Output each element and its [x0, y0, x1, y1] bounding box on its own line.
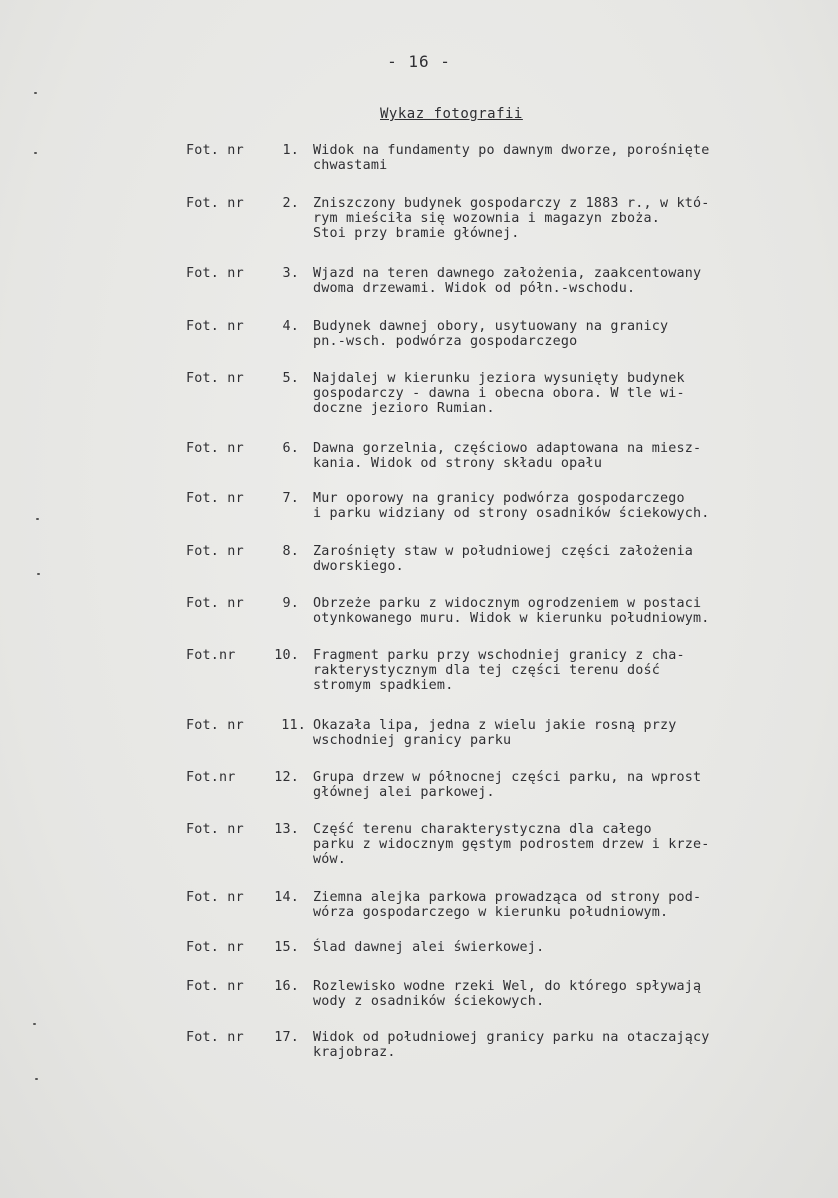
paper-speck	[37, 573, 40, 575]
entry-prefix: Fot. nr	[186, 143, 244, 158]
paper-speck	[34, 152, 37, 154]
entry-prefix: Fot. nr	[186, 544, 244, 559]
entry-description: Rozlewisko wodne rzeki Wel, do którego spływają wody z osadników ściekowych.	[313, 979, 702, 1009]
entry-description: Ślad dawnej alei świerkowej.	[313, 940, 545, 955]
entry-prefix: Fot. nr	[186, 491, 244, 506]
entry-description: Budynek dawnej obory, usytuowany na granicy pn.-wsch. podwórza gospodarczego	[313, 319, 669, 349]
paper-speck	[33, 1023, 36, 1025]
entry-description: Okazała lipa, jedna z wielu jakie rosną przy wschodniej granicy parku	[313, 718, 677, 748]
entry-description: Zarośnięty staw w południowej części założenia dworskiego.	[313, 544, 694, 574]
entry-number: 14.	[274, 890, 299, 905]
entry-number: 5.	[282, 371, 299, 386]
entry-description: Widok na fundamenty po dawnym dworze, porośnięte chwastami	[313, 143, 710, 173]
paper-speck	[36, 518, 39, 520]
entry-number: 10.	[274, 648, 299, 663]
entry-number: 4.	[282, 319, 299, 334]
entry-prefix: Fot. nr	[186, 940, 244, 955]
entry-prefix: Fot. nr	[186, 822, 244, 837]
entry-prefix: Fot. nr	[186, 596, 244, 611]
entry-description: Zniszczony budynek gospodarczy z 1883 r., w któ- rym mieściła się wozownia i magazyn zboża. Stoi przy bramie głównej.	[313, 196, 710, 241]
entry-prefix: Fot. nr	[186, 718, 244, 733]
entry-description: Widok od południowej granicy parku na otaczający krajobraz.	[313, 1030, 710, 1060]
paper-speck	[34, 92, 37, 94]
page-number: - 16 -	[387, 52, 451, 71]
entry-number: 12.	[274, 770, 299, 785]
entry-number: 7.	[282, 491, 299, 506]
entry-number: 2.	[282, 196, 299, 211]
entry-prefix: Fot. nr	[186, 1030, 244, 1045]
entry-description: Część terenu charakterystyczna dla całego parku z widocznym gęstym podrostem drzew i krze- wów.	[313, 822, 710, 867]
list-title: Wykaz fotografii	[380, 106, 523, 122]
entry-number: 6.	[282, 441, 299, 456]
entry-prefix: Fot. nr	[186, 266, 244, 281]
entry-prefix: Fot. nr	[186, 371, 244, 386]
entry-description: Wjazd na teren dawnego założenia, zaakcentowany dwoma drzewami. Widok od półn.-wschodu.	[313, 266, 702, 296]
entry-number: 8.	[282, 544, 299, 559]
entry-prefix: Fot. nr	[186, 979, 244, 994]
entry-description: Najdalej w kierunku jeziora wysunięty budynek gospodarczy - dawna i obecna obora. W tle wi- doczne jezioro Rumian.	[313, 371, 685, 416]
entry-description: Grupa drzew w północnej części parku, na wprost głównej alei parkowej.	[313, 770, 702, 800]
entry-prefix: Fot. nr	[186, 441, 244, 456]
entry-number: 15.	[274, 940, 299, 955]
entry-description: Obrzeże parku z widocznym ogrodzeniem w postaci otynkowanego muru. Widok w kierunku południowym.	[313, 596, 710, 626]
entry-prefix: Fot.nr	[186, 770, 236, 785]
entry-prefix: Fot.nr	[186, 648, 236, 663]
entry-description: Dawna gorzelnia, częściowo adaptowana na miesz- kania. Widok od strony składu opału	[313, 441, 702, 471]
entry-description: Fragment parku przy wschodniej granicy z cha- rakterystycznym dla tej części terenu dość stromym spadkiem.	[313, 648, 685, 693]
entry-number: 11.	[281, 718, 306, 733]
entry-number: 9.	[282, 596, 299, 611]
entry-prefix: Fot. nr	[186, 890, 244, 905]
entry-description: Mur oporowy na granicy podwórza gospodarczego i parku widziany od strony osadników ściekowych.	[313, 491, 710, 521]
entry-prefix: Fot. nr	[186, 319, 244, 334]
entry-number: 13.	[274, 822, 299, 837]
entry-number: 1.	[282, 143, 299, 158]
entry-number: 16.	[274, 979, 299, 994]
entry-number: 3.	[282, 266, 299, 281]
entry-prefix: Fot. nr	[186, 196, 244, 211]
entry-number: 17.	[274, 1030, 299, 1045]
paper-speck	[35, 1078, 38, 1080]
entry-description: Ziemna alejka parkowa prowadząca od strony pod- wórza gospodarczego w kierunku południowym.	[313, 890, 702, 920]
